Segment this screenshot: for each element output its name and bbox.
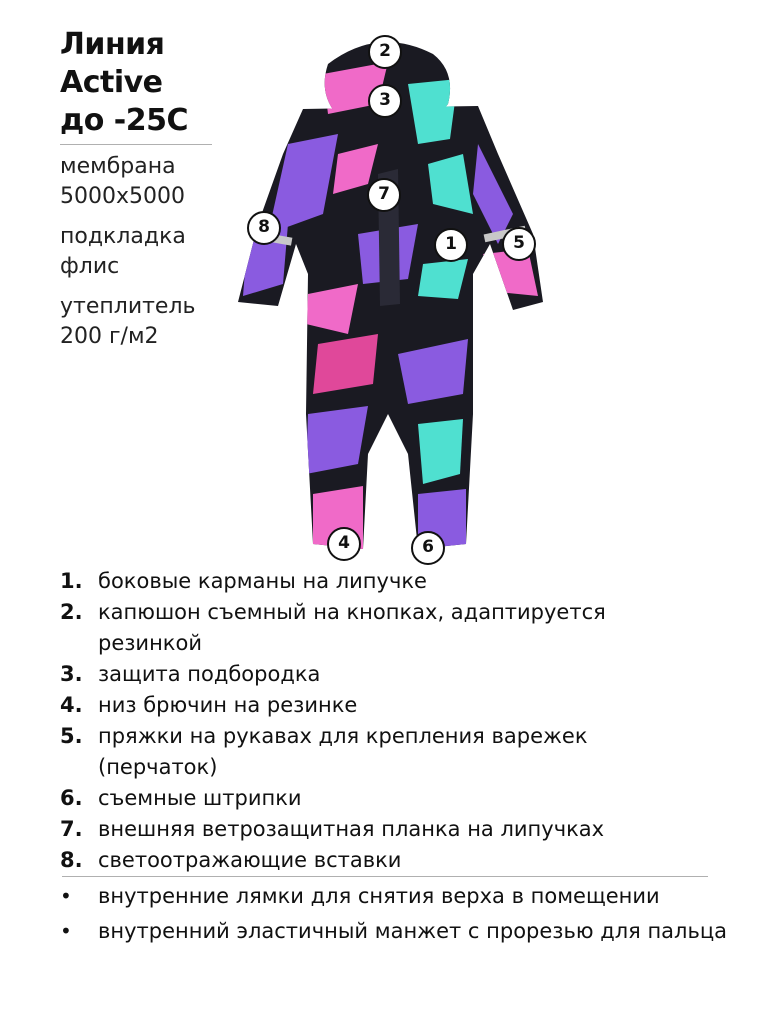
specs-list: [60, 152, 196, 362]
marker-buckle: 5: [502, 227, 536, 261]
spec-label: мембрана: [60, 154, 176, 179]
title-line-1: Линия: [60, 27, 165, 62]
feature-text: капюшон съемный на кнопках, адаптируется резинкой: [98, 600, 606, 655]
list-item: [60, 566, 708, 597]
feature-number: 8.: [60, 848, 83, 872]
feature-text: светоотражающие вставки: [98, 848, 402, 872]
feature-number: 5.: [60, 724, 83, 748]
spec-value: флис: [60, 254, 120, 279]
list-item: [60, 690, 708, 721]
list-item: [60, 783, 708, 814]
list-item: [60, 597, 708, 659]
list-item: [60, 881, 728, 912]
notes-divider: [62, 876, 708, 877]
note-text: внутренние лямки для снятия верха в помещении: [98, 884, 660, 908]
feature-number: 7.: [60, 817, 83, 841]
note-text: внутренний эластичный манжет с прорезью для пальца: [98, 919, 728, 943]
feature-number: 6.: [60, 786, 83, 810]
notes-list: [60, 881, 728, 951]
list-item: [60, 721, 708, 783]
title-divider: [60, 144, 212, 145]
feature-number: 1.: [60, 569, 83, 593]
marker-reflective: 8: [247, 211, 281, 245]
spec-lining: [60, 222, 196, 282]
marker-storm-flap: 7: [367, 178, 401, 212]
bullet-icon: •: [60, 884, 72, 908]
list-item: [60, 845, 708, 876]
feature-number: 3.: [60, 662, 83, 686]
spec-label: подкладка: [60, 224, 186, 249]
feature-text: низ брючин на резинке: [98, 693, 358, 717]
spec-membrane: [60, 152, 196, 212]
feature-list: [60, 566, 708, 876]
spec-label: утеплитель: [60, 294, 196, 319]
product-line-title: [60, 26, 188, 140]
title-line-2: Active: [60, 65, 163, 100]
feature-text: пряжки на рукавах для крепления варежек (перчаток): [98, 724, 588, 779]
list-item: [60, 659, 708, 690]
feature-text: внешняя ветрозащитная планка на липучках: [98, 817, 605, 841]
marker-cuff: 4: [327, 527, 361, 561]
list-item: [60, 814, 708, 845]
feature-number: 4.: [60, 693, 83, 717]
bullet-icon: •: [60, 919, 72, 943]
marker-hood: 2: [368, 35, 402, 69]
spec-value: 200 г/м2: [60, 324, 159, 349]
snowsuit-image: [228, 34, 548, 566]
spec-value: 5000х5000: [60, 184, 185, 209]
marker-stirrup: 6: [411, 531, 445, 565]
feature-number: 2.: [60, 600, 83, 624]
title-line-3: до -25С: [60, 103, 188, 138]
marker-chin-guard: 3: [368, 84, 402, 118]
feature-text: защита подбородка: [98, 662, 321, 686]
list-item: [60, 916, 728, 947]
spec-insulation: [60, 292, 196, 352]
feature-text: боковые карманы на липучке: [98, 569, 427, 593]
marker-pocket: 1: [434, 228, 468, 262]
feature-text: съемные штрипки: [98, 786, 302, 810]
